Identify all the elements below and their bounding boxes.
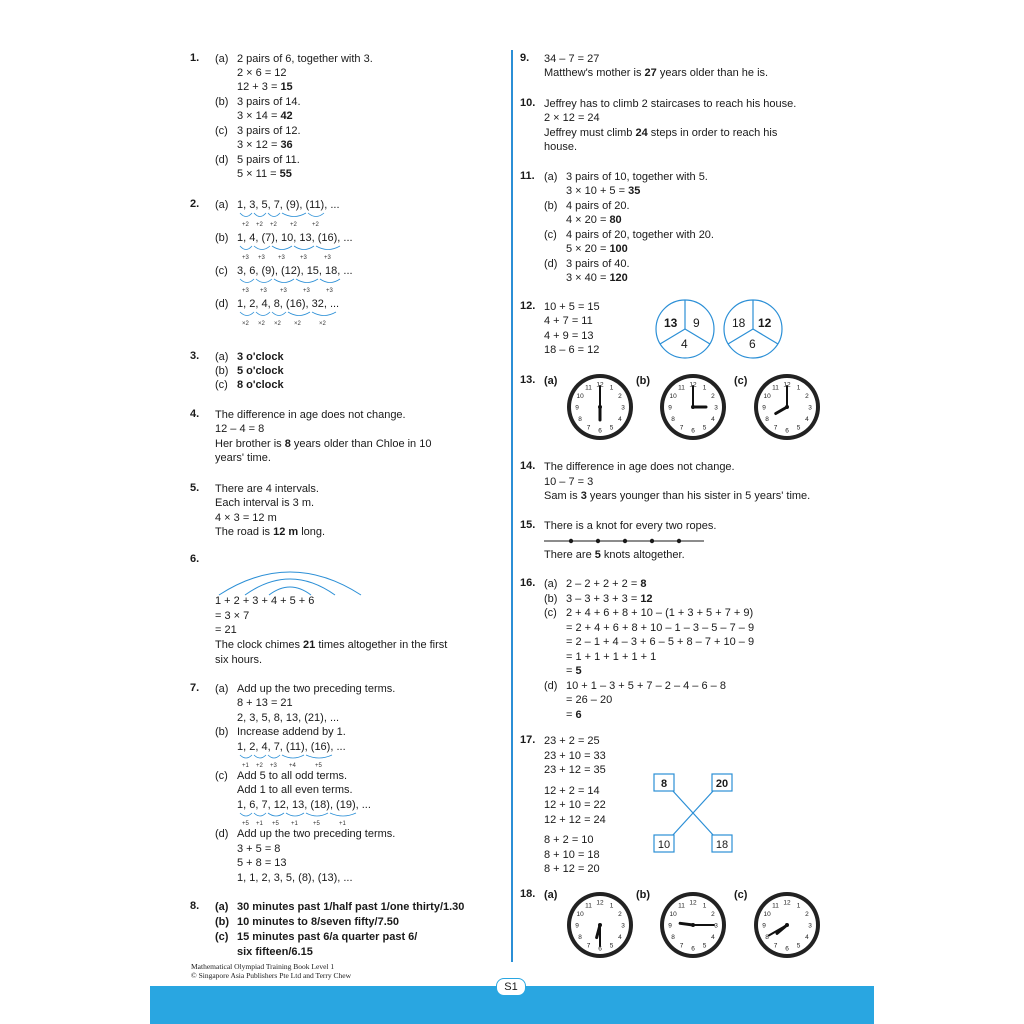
part-label: (c): [215, 125, 228, 137]
clock-numeral: 10: [763, 393, 771, 400]
clock-numeral: 12: [596, 899, 604, 907]
part-label: (b): [215, 726, 229, 738]
clock-numeral: 5: [702, 942, 707, 950]
clock-numeral: 4: [618, 934, 622, 941]
clock-numeral: 5: [702, 424, 707, 432]
q14-line3: Sam is 3 years younger than his sister in 5 years' time.: [544, 490, 811, 502]
q17-line7: 8 + 2 = 10: [544, 834, 594, 846]
q12-line4: 18 – 6 = 12: [544, 344, 600, 356]
diff-label: +3: [258, 255, 265, 261]
q17-cross-diagram: [652, 772, 734, 854]
circle1-top-left: 13: [664, 316, 678, 330]
credit-line-1: Mathematical Olympiad Training Book Level 1: [191, 962, 335, 971]
question-number: 15.: [520, 519, 536, 531]
box-bottom-right: 18: [715, 839, 729, 851]
part-label: (a): [544, 889, 558, 901]
clock-numeral: 3: [808, 922, 812, 930]
q2d-difference-arcs: [237, 310, 367, 328]
diff-label: ×2: [258, 321, 265, 327]
clock-numeral: 10: [576, 911, 584, 918]
question-number: 12.: [520, 300, 536, 312]
question-number: 6.: [190, 553, 200, 565]
clock-numeral: 12: [689, 899, 697, 907]
q4-line2: 12 – 4 = 8: [215, 423, 265, 435]
q15-line2: There are 5 knots altogether.: [544, 549, 685, 561]
clock-numeral: 1: [796, 384, 801, 392]
diff-label: +2: [256, 763, 263, 769]
q4-line1: The difference in age does not change.: [215, 409, 406, 421]
clock-numeral: 7: [586, 424, 591, 432]
box-top-right: 20: [715, 778, 729, 790]
part-label: (d): [544, 680, 558, 692]
clock-numeral: 7: [679, 424, 684, 432]
box-bottom-left: 10: [657, 839, 671, 851]
clock-pivot: [785, 923, 789, 927]
clock-numeral: 5: [796, 424, 801, 432]
question-number: 7.: [190, 682, 200, 694]
clock-numeral: 9: [668, 404, 672, 412]
q7c-line2: Add 1 to all even terms.: [237, 784, 353, 796]
clock-numeral: 9: [575, 404, 579, 412]
clock-numeral: 10: [669, 393, 677, 400]
diff-label: ×2: [319, 321, 326, 327]
q10-line2: 2 × 12 = 24: [544, 112, 600, 124]
clock-numeral: 11: [772, 902, 779, 910]
clock-numeral: 1: [796, 902, 801, 910]
question-number: 10.: [520, 97, 536, 109]
clock-numeral: 7: [773, 942, 778, 950]
q7d-line1: Add up the two preceding terms.: [237, 828, 396, 840]
q1b-answer-line: 3 × 14 = 42: [237, 110, 293, 122]
q3a-answer: 3 o'clock: [237, 351, 284, 363]
part-label: (c): [215, 379, 228, 391]
q18b-clock: [658, 890, 728, 960]
q16c-line4: = 1 + 1 + 1 + 1 + 1: [566, 651, 657, 663]
question-number: 18.: [520, 888, 536, 900]
credits: [191, 962, 351, 980]
q7a-line3: 2, 3, 5, 8, 13, (21), ...: [237, 712, 340, 724]
q7c-line3: 1, 6, 7, 12, 13, (18), (19), ...: [237, 799, 371, 811]
clock-numeral: 4: [711, 416, 715, 423]
question-number: 13.: [520, 374, 536, 386]
diff-label: +3: [260, 288, 267, 294]
q2a-sequence: 1, 3, 5, 7, (9), (11), ...: [237, 199, 340, 211]
q16d-line1: 10 + 1 – 3 + 5 + 7 – 2 – 4 – 6 – 8: [566, 680, 726, 692]
clock-numeral: 6: [598, 427, 602, 435]
clock-pivot: [598, 405, 602, 409]
diff-label: +5: [315, 763, 322, 769]
q7a-line2: 8 + 13 = 21: [237, 697, 293, 709]
part-label: (d): [215, 828, 229, 840]
clock-numeral: 8: [765, 416, 769, 423]
part-label: (d): [215, 154, 229, 166]
q7d-line3: 5 + 8 = 13: [237, 857, 287, 869]
part-label: (c): [215, 770, 228, 782]
q8c-answer-line1: 15 minutes past 6/a quarter past 6/: [237, 931, 418, 943]
q7a-line1: Add up the two preceding terms.: [237, 683, 396, 695]
clock-numeral: 2: [618, 393, 622, 400]
q17-line8: 8 + 10 = 18: [544, 849, 600, 861]
q7b-difference-arcs: [237, 753, 367, 769]
part-label: (d): [215, 298, 229, 310]
question-number: 9.: [520, 52, 530, 64]
diff-label: +3: [270, 763, 277, 769]
q12-line3: 4 + 9 = 13: [544, 330, 594, 342]
diff-label: +2: [312, 222, 319, 228]
part-label: (a): [544, 375, 558, 387]
q4-line4: years' time.: [215, 452, 271, 464]
clock-numeral: 2: [805, 911, 809, 918]
q17-line4: 12 + 2 = 14: [544, 785, 600, 797]
q2b-difference-arcs: [237, 244, 367, 262]
clock-pivot: [598, 923, 602, 927]
part-label: (b): [215, 232, 229, 244]
diff-label: +2: [256, 222, 263, 228]
clock-numeral: 11: [585, 902, 592, 910]
q17-line5: 12 + 10 = 22: [544, 799, 606, 811]
q11c-line1: 4 pairs of 20, together with 20.: [566, 229, 714, 241]
q15-rope-diagram: [544, 535, 704, 547]
part-label: (a): [215, 199, 229, 211]
clock-numeral: 12: [689, 381, 697, 389]
circle1-bottom: 4: [681, 337, 688, 351]
clock-numeral: 4: [618, 416, 622, 423]
question-number: 2.: [190, 198, 200, 210]
q16c-line2: = 2 + 4 + 6 + 8 + 10 – 1 – 3 – 5 – 7 – 9: [566, 622, 755, 634]
diff-label: ×2: [274, 321, 281, 327]
clock-numeral: 11: [678, 384, 685, 392]
q12-line1: 10 + 5 = 15: [544, 301, 600, 313]
question-number: 16.: [520, 577, 536, 589]
clock-numeral: 10: [576, 393, 584, 400]
diff-label: ×2: [294, 321, 301, 327]
diff-label: +2: [270, 222, 277, 228]
q7c-difference-arcs: [237, 811, 387, 827]
q2c-difference-arcs: [237, 277, 367, 295]
part-label: (d): [544, 258, 558, 270]
diff-label: +1: [291, 821, 298, 827]
question-number: 3.: [190, 350, 200, 362]
clock-numeral: 8: [671, 934, 675, 941]
q4-line3: Her brother is 8 years older than Chloe in 10: [215, 438, 432, 450]
q10-line3: Jeffrey must climb 24 steps in order to reach his: [544, 127, 778, 139]
clock-numeral: 1: [702, 902, 707, 910]
q2b-sequence: 1, 4, (7), 10, 13, (16), ...: [237, 232, 353, 244]
diff-label: +3: [278, 255, 285, 261]
q11d-answer-line: 3 × 40 = 120: [566, 272, 628, 284]
clock-numeral: 8: [578, 416, 582, 423]
diff-label: +2: [242, 222, 249, 228]
part-label: (b): [215, 916, 230, 928]
q5-line2: Each interval is 3 m.: [215, 497, 315, 509]
clock-numeral: 9: [762, 404, 766, 412]
q5-line4: The road is 12 m long.: [215, 526, 326, 538]
question-number: 14.: [520, 460, 536, 472]
diff-label: +1: [256, 821, 263, 827]
q6-line4: The clock chimes 21 times altogether in the first: [215, 639, 448, 651]
diff-label: +4: [289, 763, 296, 769]
diff-label: +1: [242, 763, 249, 769]
q17-line6: 12 + 12 = 24: [544, 814, 606, 826]
clock-numeral: 6: [785, 427, 789, 435]
q1d-answer-line: 5 × 11 = 55: [237, 168, 292, 180]
q7b-line2: 1, 2, 4, 7, (11), (16), ...: [237, 741, 346, 753]
part-label: (a): [215, 683, 229, 695]
circle2-top-right: 12: [758, 316, 772, 330]
part-label: (b): [215, 365, 229, 377]
clock-numeral: 5: [609, 424, 614, 432]
part-label: (c): [215, 931, 229, 943]
q1a-calc: 2 × 6 = 12: [237, 67, 287, 79]
clock-numeral: 3: [621, 404, 625, 412]
q16c-line3: = 2 – 1 + 4 – 3 + 6 – 5 + 8 – 7 + 10 – 9: [566, 636, 755, 648]
part-label: (a): [544, 171, 558, 183]
clock-numeral: 12: [596, 381, 604, 389]
q1a-answer-line: 12 + 3 = 15: [237, 81, 293, 93]
part-label: (b): [215, 96, 229, 108]
clock-numeral: 7: [773, 424, 778, 432]
diff-label: +3: [300, 255, 307, 261]
part-label: (c): [734, 889, 748, 901]
question-number: 8.: [190, 900, 200, 912]
q11d-line1: 3 pairs of 40.: [566, 258, 630, 270]
clock-numeral: 12: [783, 899, 791, 907]
q2d-sequence: 1, 2, 4, 8, (16), 32, ...: [237, 298, 340, 310]
part-label: (a): [215, 53, 229, 65]
clock-numeral: 2: [618, 911, 622, 918]
question-number: 5.: [190, 482, 200, 494]
diff-label: +1: [339, 821, 346, 827]
diff-label: +5: [313, 821, 320, 827]
question-number: 17.: [520, 734, 536, 746]
clock-numeral: 5: [609, 942, 614, 950]
q14-line2: 10 – 7 = 3: [544, 476, 594, 488]
q18a-clock: [565, 890, 635, 960]
part-label: (a): [215, 901, 229, 913]
clock-numeral: 2: [711, 393, 715, 400]
part-label: (a): [544, 578, 558, 590]
q7c-line1: Add 5 to all odd terms.: [237, 770, 348, 782]
clock-numeral: 6: [785, 945, 789, 953]
circle2-top-left: 18: [732, 316, 746, 330]
clock-numeral: 11: [585, 384, 592, 392]
clock-numeral: 3: [714, 404, 718, 412]
q11b-line1: 4 pairs of 20.: [566, 200, 630, 212]
q16b-answer-line: 3 – 3 + 3 + 3 = 12: [566, 593, 653, 605]
clock-numeral: 8: [578, 934, 582, 941]
page-number: S1: [496, 978, 526, 996]
clock-numeral: 7: [586, 942, 591, 950]
q10-line4: house.: [544, 141, 578, 153]
diff-label: +5: [272, 821, 279, 827]
q6-pairing-arcs: [215, 561, 365, 597]
part-label: (b): [636, 889, 651, 901]
clock-numeral: 3: [714, 922, 718, 930]
clock-numeral: 4: [805, 934, 809, 941]
clock-numeral: 9: [575, 922, 579, 930]
q13c-clock: [752, 372, 822, 442]
credit-line-2: © Singapore Asia Publishers Pte Ltd and Terry Chew: [191, 971, 352, 980]
diff-label: +3: [324, 255, 331, 261]
part-label: (b): [544, 200, 558, 212]
q1a-text: 2 pairs of 6, together with 3.: [237, 53, 373, 65]
q7d-line4: 1, 1, 2, 3, 5, (8), (13), ...: [237, 872, 353, 884]
q3b-answer: 5 o'clock: [237, 365, 284, 377]
q5-line3: 4 × 3 = 12 m: [215, 512, 277, 524]
q7d-line2: 3 + 5 = 8: [237, 843, 281, 855]
q9-line2: Matthew's mother is 27 years older than he is.: [544, 67, 769, 79]
clock-numeral: 10: [669, 911, 677, 918]
q6-line5: six hours.: [215, 654, 263, 666]
clock-numeral: 6: [691, 427, 695, 435]
q11a-line1: 3 pairs of 10, together with 5.: [566, 171, 708, 183]
diff-label: +3: [242, 288, 249, 294]
q7b-line1: Increase addend by 1.: [237, 726, 346, 738]
part-label: (c): [215, 265, 228, 277]
q6-line2: = 3 × 7: [215, 610, 250, 622]
diff-label: +2: [290, 222, 297, 228]
clock-numeral: 8: [671, 416, 675, 423]
part-label: (b): [636, 375, 651, 387]
q17-line3: 23 + 12 = 35: [544, 764, 606, 776]
q11b-answer-line: 4 × 20 = 80: [566, 214, 622, 226]
q16d-answer-line: = 6: [566, 709, 582, 721]
column-divider: [511, 50, 513, 962]
clock-numeral: 3: [808, 404, 812, 412]
clock-pivot: [691, 923, 695, 927]
q6-line3: = 21: [215, 624, 237, 636]
diff-label: +3: [326, 288, 333, 294]
part-label: (c): [544, 607, 557, 619]
q1c-text: 3 pairs of 12.: [237, 125, 301, 137]
q12-number-circles: [654, 299, 784, 361]
q16d-line2: = 26 – 20: [566, 694, 613, 706]
diff-label: +3: [280, 288, 287, 294]
q14-line1: The difference in age does not change.: [544, 461, 735, 473]
q16c-answer-line: = 5: [566, 665, 582, 677]
diff-label: +5: [242, 821, 249, 827]
q17-line9: 8 + 12 = 20: [544, 863, 600, 875]
clock-numeral: 5: [796, 942, 801, 950]
clock-numeral: 12: [783, 381, 791, 389]
q5-line1: There are 4 intervals.: [215, 483, 319, 495]
q13b-clock: [658, 372, 728, 442]
clock-numeral: 2: [805, 393, 809, 400]
q18c-clock: [752, 890, 822, 960]
question-number: 11.: [520, 170, 535, 182]
clock-numeral: 2: [711, 911, 715, 918]
q16a-answer-line: 2 – 2 + 2 + 2 = 8: [566, 578, 647, 590]
q17-line2: 23 + 10 = 33: [544, 750, 606, 762]
clock-numeral: 4: [711, 934, 715, 941]
q17-line1: 23 + 2 = 25: [544, 735, 600, 747]
clock-numeral: 11: [678, 902, 685, 910]
q11c-answer-line: 5 × 20 = 100: [566, 243, 628, 255]
part-label: (c): [734, 375, 748, 387]
q10-line1: Jeffrey has to climb 2 staircases to reach his house.: [544, 98, 797, 110]
q1d-text: 5 pairs of 11.: [237, 154, 300, 166]
clock-numeral: 1: [609, 384, 614, 392]
clock-numeral: 7: [679, 942, 684, 950]
q8a-answer: 30 minutes past 1/half past 1/one thirty/1.30: [237, 901, 465, 913]
q9-line1: 34 – 7 = 27: [544, 53, 600, 65]
circle2-bottom: 6: [749, 337, 756, 351]
clock-numeral: 11: [772, 384, 779, 392]
q16c-line1: 2 + 4 + 6 + 8 + 10 – (1 + 3 + 5 + 7 + 9): [566, 607, 754, 619]
part-label: (c): [544, 229, 557, 241]
clock-numeral: 9: [762, 922, 766, 930]
q1b-text: 3 pairs of 14.: [237, 96, 301, 108]
clock-pivot: [691, 405, 695, 409]
part-label: (a): [215, 351, 229, 363]
clock-numeral: 9: [668, 922, 672, 930]
diff-label: +3: [242, 255, 249, 261]
q11a-answer-line: 3 × 10 + 5 = 35: [566, 185, 641, 197]
question-number: 4.: [190, 408, 200, 420]
clock-numeral: 6: [598, 945, 602, 953]
q3c-answer: 8 o'clock: [237, 379, 284, 391]
q1c-answer-line: 3 × 12 = 36: [237, 139, 293, 151]
q8c-answer-line2: six fifteen/6.15: [237, 946, 313, 958]
clock-numeral: 10: [763, 911, 771, 918]
q6-line1: 1 + 2 + 3 + 4 + 5 + 6: [215, 595, 315, 607]
q13a-clock: [565, 372, 635, 442]
question-number: 1.: [190, 52, 200, 64]
q12-line2: 4 + 7 = 11: [544, 315, 593, 327]
circle1-top-right: 9: [693, 316, 700, 330]
q15-line1: There is a knot for every two ropes.: [544, 520, 717, 532]
q2c-sequence: 3, 6, (9), (12), 15, 18, ...: [237, 265, 353, 277]
clock-pivot: [785, 405, 789, 409]
box-top-left: 8: [660, 778, 668, 790]
clock-numeral: 4: [805, 416, 809, 423]
clock-numeral: 1: [702, 384, 707, 392]
q2a-difference-arcs: [237, 211, 347, 229]
part-label: (b): [544, 593, 558, 605]
clock-numeral: 6: [691, 945, 695, 953]
diff-label: ×2: [242, 321, 249, 327]
diff-label: +3: [303, 288, 310, 294]
clock-numeral: 3: [621, 922, 625, 930]
q8b-answer: 10 minutes to 8/seven fifty/7.50: [237, 916, 400, 928]
clock-numeral: 8: [765, 934, 769, 941]
clock-numeral: 1: [609, 902, 614, 910]
